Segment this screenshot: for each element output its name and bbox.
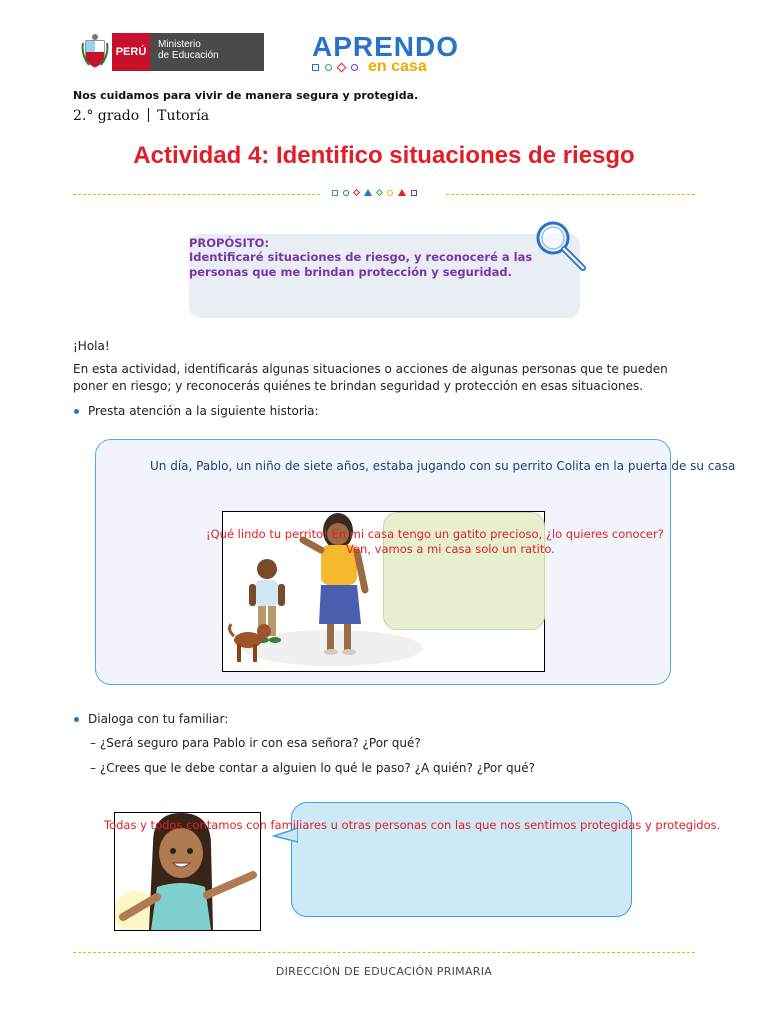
speech-line2: Ven, vamos a mi casa solo un ratito.: [346, 542, 555, 556]
area-label: Tutoría: [157, 108, 210, 124]
ministerio-line2: de Educación: [158, 50, 219, 61]
separator: [148, 108, 149, 122]
ministerio-line1: Ministerio: [158, 39, 201, 50]
divider-right: [446, 194, 695, 195]
aprendo-shapes-icon: [312, 64, 358, 71]
question-2-text: ¿Crees que le debe contar a alguien lo qué le paso? ¿A quién? ¿Por qué?: [99, 761, 535, 775]
minedu-logo: [80, 33, 264, 71]
peru-label: PERÚ: [112, 33, 150, 71]
closing-text: Todas y todos contamos con familiares u otras personas con las que nos sentimos protegidas y protegidos.: [104, 818, 721, 832]
greeting: ¡Hola!: [73, 339, 110, 353]
page-title: Actividad 4: Identifico situaciones de riesgo: [133, 142, 635, 169]
purpose-label: PROPÓSITO:: [189, 236, 270, 250]
tagline: Nos cuidamos para vivir de manera segura y protegida.: [73, 89, 419, 102]
aprendo-logo-text: APRENDO: [312, 31, 460, 62]
grade-area: [73, 108, 209, 124]
bullet-icon: [74, 409, 79, 414]
speech-line1: ¡Qué lindo tu perrito! En mi casa tengo un gatito precioso, ¿lo quieres conocer?: [206, 527, 664, 541]
intro-line1: En esta actividad, identificarás algunas situaciones o acciones de algunas personas que te pueden: [73, 362, 668, 376]
story-text: Un día, Pablo, un niño de siete años, estaba jugando con su perrito Colita en la puerta de su casa: [150, 459, 736, 473]
purpose-line1: Identificaré situaciones de riesgo, y reconoceré a las: [189, 250, 533, 264]
purpose-line2: personas que me brindan protección y seguridad.: [189, 265, 513, 279]
footer-divider: [73, 952, 695, 953]
footer-text: DIRECCIÓN DE EDUCACIÓN PRIMARIA: [275, 965, 493, 978]
en-casa-logo-text: en casa: [368, 58, 427, 75]
question-1-text: ¿Será seguro para Pablo ir con esa señora? ¿Por qué?: [99, 736, 421, 750]
question-2: – ¿Crees que le debe contar a alguien lo qué le paso? ¿A quién? ¿Por qué?: [90, 761, 535, 775]
divider-shapes-icon: [332, 189, 417, 196]
grade-label: 2.° grado: [73, 108, 140, 124]
bullet-story: Presta atención a la siguiente historia:: [88, 404, 319, 418]
bullet-icon: [74, 717, 79, 722]
magnifier-icon: [531, 218, 591, 278]
ministerio-label: [150, 33, 264, 71]
question-1: – ¿Será seguro para Pablo ir con esa señora? ¿Por qué?: [90, 736, 421, 750]
divider-left: [73, 194, 320, 195]
purpose-text: [189, 250, 589, 280]
dialoga-label: Dialoga con tu familiar:: [88, 712, 229, 726]
coat-of-arms-icon: [80, 33, 110, 71]
intro-line2: poner en riesgo; y reconocerás quiénes te brindan seguridad y protección en esas situaciones.: [73, 379, 644, 393]
